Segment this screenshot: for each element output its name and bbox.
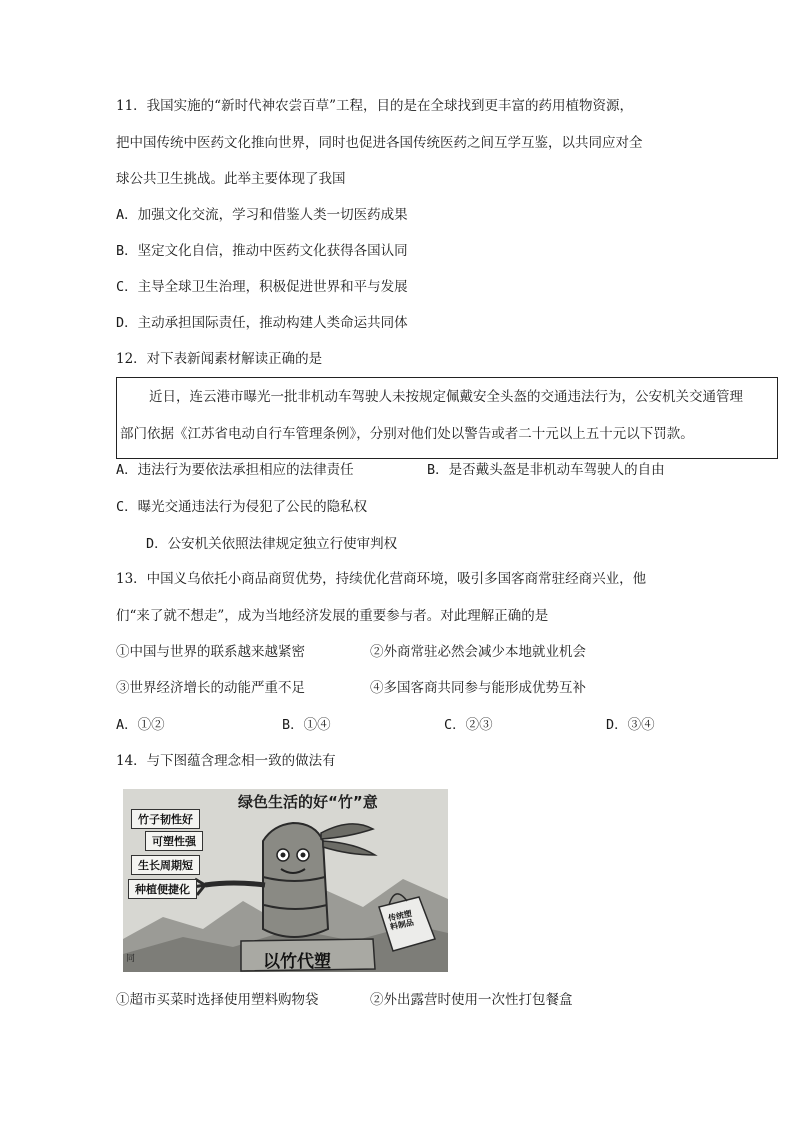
q13-option-d: D．③④ [606, 717, 655, 733]
figure-tag-4: 种植便捷化 [128, 879, 197, 899]
q12-option-d: D．公安机关依照法律规定独立行使审判权 [146, 536, 398, 552]
news-line1: 近日，连云港市曝光一批非机动车驾驶人未按规定佩戴安全头盔的交通违法行为，公安机关交通管理 [149, 389, 743, 405]
q13-item-1: ①中国与世界的联系越来越紧密 [116, 644, 305, 660]
figure-bag-label: 传统塑料制品 [387, 909, 415, 932]
figure-banner: 以竹代塑 [263, 952, 331, 972]
q13-option-c: C．②③ [444, 717, 493, 733]
figure-tag-3: 生长周期短 [131, 855, 200, 875]
q13-item-3: ③世界经济增长的动能严重不足 [116, 680, 305, 696]
bamboo-cartoon-figure [123, 789, 448, 972]
q13-stem-line2: 们“来了就不想走”，成为当地经济发展的重要参与者。对此理解正确的是 [116, 608, 549, 624]
q13-option-b: B．①④ [282, 717, 331, 733]
q13-item-4: ④多国客商共同参与能形成优势互补 [370, 680, 586, 696]
q14-stem: 14．与下图蕴含理念相一致的做法有 [116, 753, 336, 769]
q13-item-2: ②外商常驻必然会减少本地就业机会 [370, 644, 586, 660]
q14-item-2: ②外出露营时使用一次性打包餐盒 [370, 992, 573, 1008]
q13-option-a: A．①② [116, 717, 165, 733]
q11-stem-line1: 11．我国实施的“新时代神农尝百草”工程，目的是在全球找到更丰富的药用植物资源， [116, 98, 633, 114]
q11-stem-line3: 球公共卫生挑战。此举主要体现了我国 [116, 171, 346, 187]
q11-option-d: D．主动承担国际责任，推动构建人类命运共同体 [116, 315, 408, 331]
q13-stem-line1: 13．中国义乌依托小商品商贸优势，持续优化营商环境，吸引多国客商常驻经商兴业，他 [116, 571, 647, 587]
q11-option-a: A．加强文化交流，学习和借鉴人类一切医药成果 [116, 207, 408, 223]
q14-item-1: ①超市买菜时选择使用塑料购物袋 [116, 992, 319, 1008]
figure-corner-text: 同 [126, 954, 136, 964]
figure-tag-1: 竹子韧性好 [131, 809, 200, 829]
news-material-box [116, 377, 778, 459]
figure-tag-2: 可塑性强 [145, 831, 203, 851]
news-line2: 部门依据《江苏省电动自行车管理条例》，分别对他们处以警告或者二十元以上五十元以下罚款。 [120, 426, 694, 442]
q12-stem: 12．对下表新闻素材解读正确的是 [116, 351, 323, 367]
q12-option-a: A．违法行为要依法承担相应的法律责任 [116, 462, 354, 478]
q11-option-b: B．坚定文化自信，推动中医药文化获得各国认同 [116, 243, 408, 259]
figure-title: 绿色生活的好“竹”意 [238, 793, 378, 811]
q12-option-c: C．曝光交通违法行为侵犯了公民的隐私权 [116, 499, 368, 515]
q12-option-b: B．是否戴头盔是非机动车驾驶人的自由 [427, 462, 665, 478]
q11-option-c: C．主导全球卫生治理，积极促进世界和平与发展 [116, 279, 408, 295]
q11-stem-line2: 把中国传统中医药文化推向世界，同时也促进各国传统医药之间互学互鉴，以共同应对全 [116, 135, 643, 151]
